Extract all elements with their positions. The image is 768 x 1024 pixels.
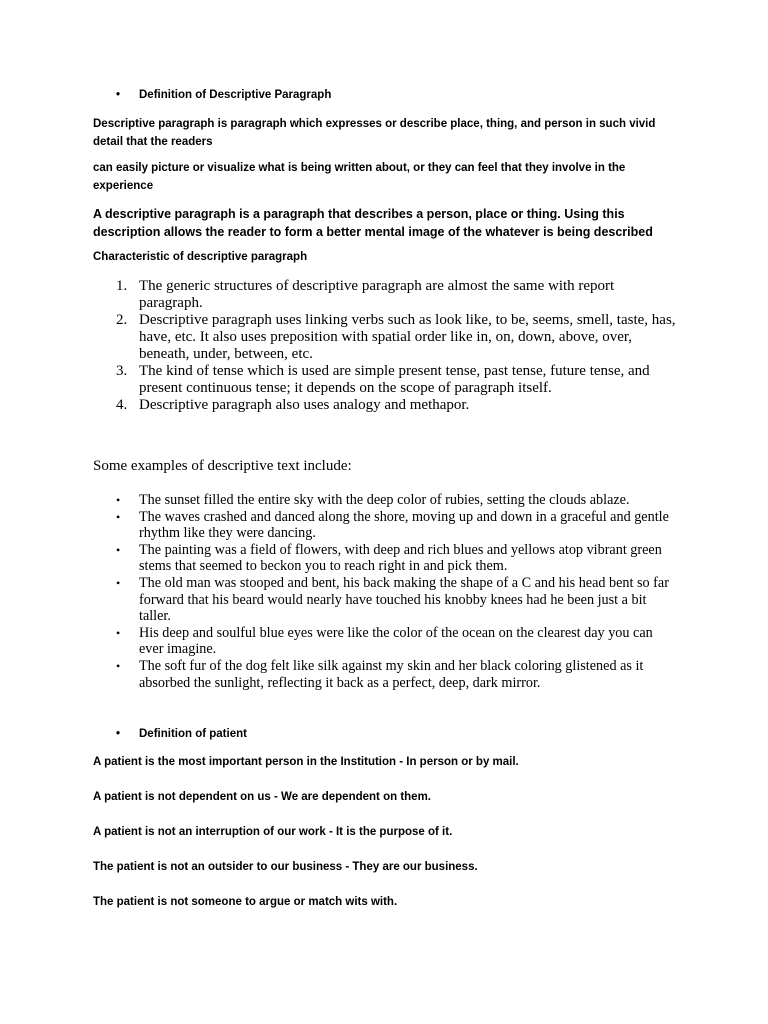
list-item-text: Descriptive paragraph uses linking verbs such as look like, to be, seems, smell, taste, has, have, etc. It also uses preposition with spatial order like in, on, down, above, over, beneath, under, between, etc. <box>139 312 676 362</box>
bullet-icon: • <box>116 509 121 524</box>
patient-line: A patient is not dependent on us - We are dependent on them. <box>93 791 431 803</box>
characteristic-heading: Characteristic of descriptive paragraph <box>93 251 308 263</box>
bullet-icon: • <box>116 89 121 101</box>
heading-text: Definition of patient <box>139 728 247 740</box>
bullet-icon: • <box>116 728 121 740</box>
list-item-text: The kind of tense which is used are simple present tense, past tense, future tense, and present continuous tense; it depends on the scope of paragraph itself. <box>139 363 650 396</box>
list-item: 1. The generic structures of descriptive paragraph are almost the same with report paragraph. <box>116 278 615 311</box>
list-item: • The waves crashed and danced along the shore, moving up and down in a graceful and gentle rhythm like they were dancing. <box>116 508 669 542</box>
list-item: 3. The kind of tense which is used are simple present tense, past tense, future tense, and present continuous tense; it depends on the scope of paragraph itself. <box>116 363 650 396</box>
intro-paragraph-2: can easily picture or visualize what is being written about, or they can feel that they involve in the experience <box>93 162 626 192</box>
heading-text: Definition of Descriptive Paragraph <box>139 89 332 101</box>
patient-line: The patient is not someone to argue or match wits with. <box>93 896 398 908</box>
examples-intro: Some examples of descriptive text include: <box>93 458 352 474</box>
list-item-text: The generic structures of descriptive paragraph are almost the same with report paragraph. <box>139 278 615 311</box>
examples-list <box>116 492 678 691</box>
bullet-icon: • <box>116 658 121 673</box>
characteristics-list <box>116 278 676 414</box>
list-item: 2. Descriptive paragraph uses linking verbs such as look like, to be, seems, smell, taste, has, have, etc. It also uses preposition with spatial order like in, on, down, above, over, beneath, under, between, etc. <box>116 312 676 362</box>
list-item: • The painting was a field of flowers, with deep and rich blues and yellows atop vibrant green stems that seemed to beckon you to reach right in and pick them. <box>116 541 662 575</box>
list-item-text: Descriptive paragraph also uses analogy and methapor. <box>139 397 470 413</box>
list-item: • The soft fur of the dog felt like silk against my skin and her black coloring glistened as it absorbed the sunlight, reflecting it back as a perfect, deep, dark mirror. <box>116 657 644 691</box>
list-item: • The sunset filled the entire sky with the deep color of rubies, setting the clouds ablaze. <box>116 492 630 508</box>
bullet-icon: • <box>116 575 121 590</box>
list-item: 4. Descriptive paragraph also uses analogy and methapor. <box>116 397 470 413</box>
intro-paragraph-3: A descriptive paragraph is a paragraph that describes a person, place or thing. Using this description allows the reader to form a better mental image of the whatever is being described <box>93 207 653 239</box>
bullet-icon: • <box>116 493 121 507</box>
patient-line: A patient is not an interruption of our work - It is the purpose of it. <box>93 826 453 838</box>
intro-paragraph-1: Descriptive paragraph is paragraph which expresses or describe place, thing, and person in such vivid detail that the readers <box>93 118 656 148</box>
patient-line: The patient is not an outsider to our business - They are our business. <box>93 861 478 873</box>
patient-line: A patient is the most important person in the Institution - In person or by mail. <box>93 756 519 768</box>
bullet-icon: • <box>116 542 121 557</box>
bullet-icon: • <box>116 625 121 640</box>
list-item: • His deep and soulful blue eyes were like the color of the ocean on the clearest day you can ever imagine. <box>116 624 653 658</box>
list-item: • The old man was stooped and bent, his back making the shape of a C and his head bent so far forward that his beard would nearly have touched his knobby knees had he been just a bit taller. <box>116 574 669 625</box>
